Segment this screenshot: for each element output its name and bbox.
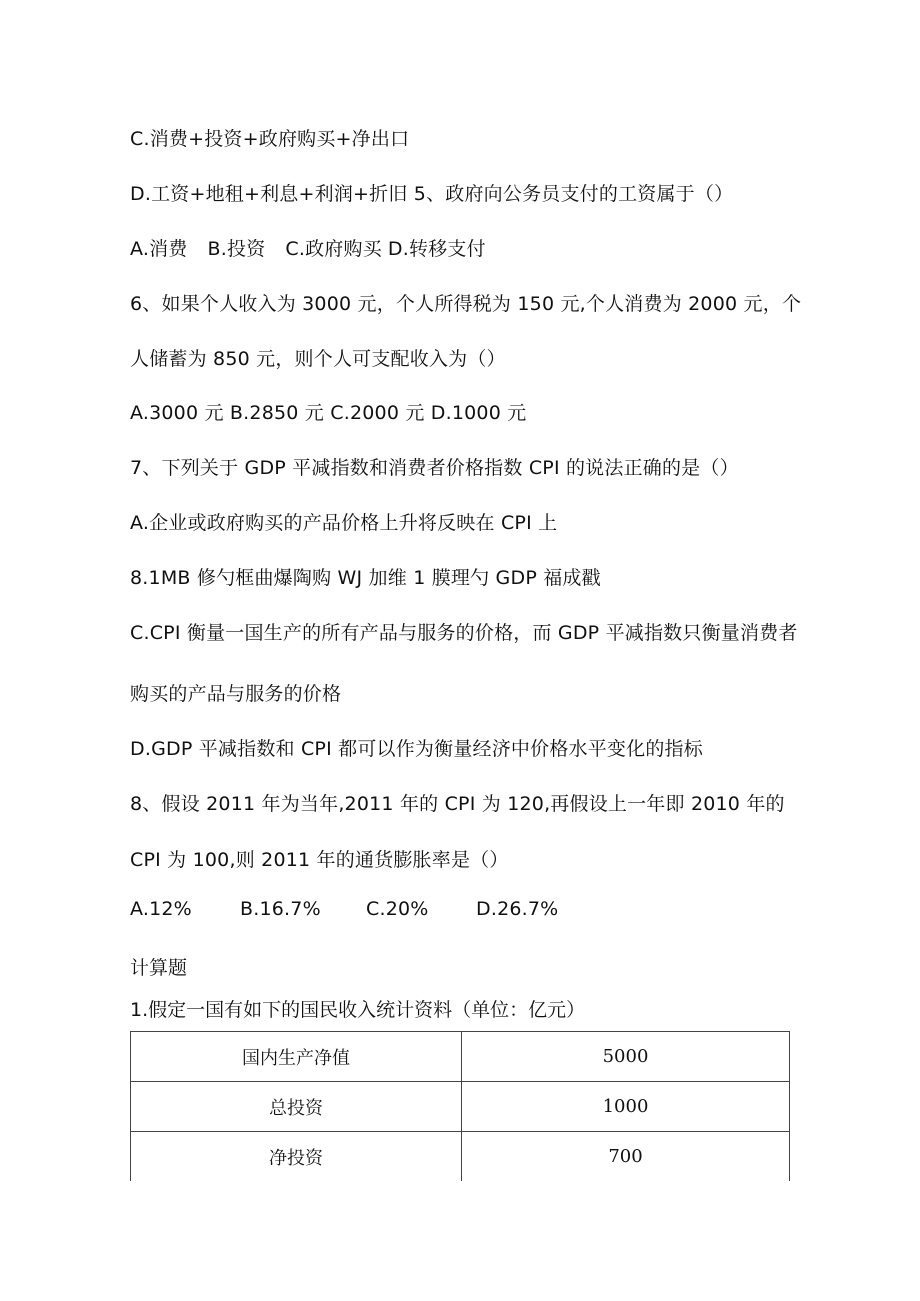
q5-option-c: C.政府购买: [285, 238, 382, 260]
row-label: 净投资: [131, 1132, 462, 1182]
q5-option-b: B.投资: [207, 238, 266, 260]
q8-option-b: B.16.7%: [240, 898, 321, 920]
table-row: [131, 1132, 790, 1182]
question-8-options: [130, 897, 558, 921]
national-income-table: [130, 1031, 790, 1181]
table-row: [131, 1082, 790, 1132]
table-row: [131, 1032, 790, 1082]
question-6-line-1: 6、如果个人收入为 3000 元，个人所得税为 150 元,个人消费为 2000 元，个: [130, 293, 802, 315]
row-value: 5000: [462, 1032, 790, 1082]
question-8-line-2: CPI 为 100,则 2011 年的通货膨胀率是（）: [130, 849, 509, 871]
question-7-option-a: A.企业或政府购买的产品价格上升将反映在 CPI 上: [130, 512, 558, 534]
question-5-options: [130, 237, 486, 261]
option-c-expenditure: C.消费+投资+政府购买+净出口: [130, 128, 410, 150]
question-7-option-c-line-1: C.CPI 衡量一国生产的所有产品与服务的价格，而 GDP 平减指数只衡量消费者: [130, 622, 798, 644]
q8-option-d: D.26.7%: [476, 898, 559, 920]
row-value: 1000: [462, 1082, 790, 1132]
calc-question-1: 1.假定一国有如下的国民收入统计资料（单位：亿元）: [130, 999, 586, 1021]
question-7-option-c-line-2: 购买的产品与服务的价格: [130, 683, 342, 705]
question-6-options: A.3000 元 B.2850 元 C.2000 元 D.1000 元: [130, 402, 527, 424]
q8-option-a: A.12%: [130, 898, 192, 920]
row-label: 国内生产净值: [131, 1032, 462, 1082]
section-title: 计算题: [130, 957, 188, 979]
row-label: 总投资: [131, 1082, 462, 1132]
q5-option-a: A.消费: [130, 238, 188, 260]
row-value: 700: [462, 1132, 790, 1182]
question-7: 7、下列关于 GDP 平减指数和消费者价格指数 CPI 的说法正确的是（）: [130, 457, 739, 479]
question-8-line-1: 8、假设 2011 年为当年,2011 年的 CPI 为 120,再假设上一年即 2010 年的: [130, 793, 785, 815]
question-7-option-b: 8.1MB 修勺框曲爆陶购 WJ 加维 1 膜理勺 GDP 福成戳: [130, 567, 601, 589]
option-d-and-question-5: D.工资+地租+利息+利润+折旧 5、政府向公务员支付的工资属于（）: [130, 183, 734, 205]
q8-option-c: C.20%: [366, 898, 429, 920]
question-7-option-d: D.GDP 平减指数和 CPI 都可以作为衡量经济中价格水平变化的指标: [130, 738, 703, 760]
q5-option-d: D.转移支付: [387, 238, 486, 260]
question-6-line-2: 人储蓄为 850 元，则个人可支配收入为（）: [130, 348, 506, 370]
